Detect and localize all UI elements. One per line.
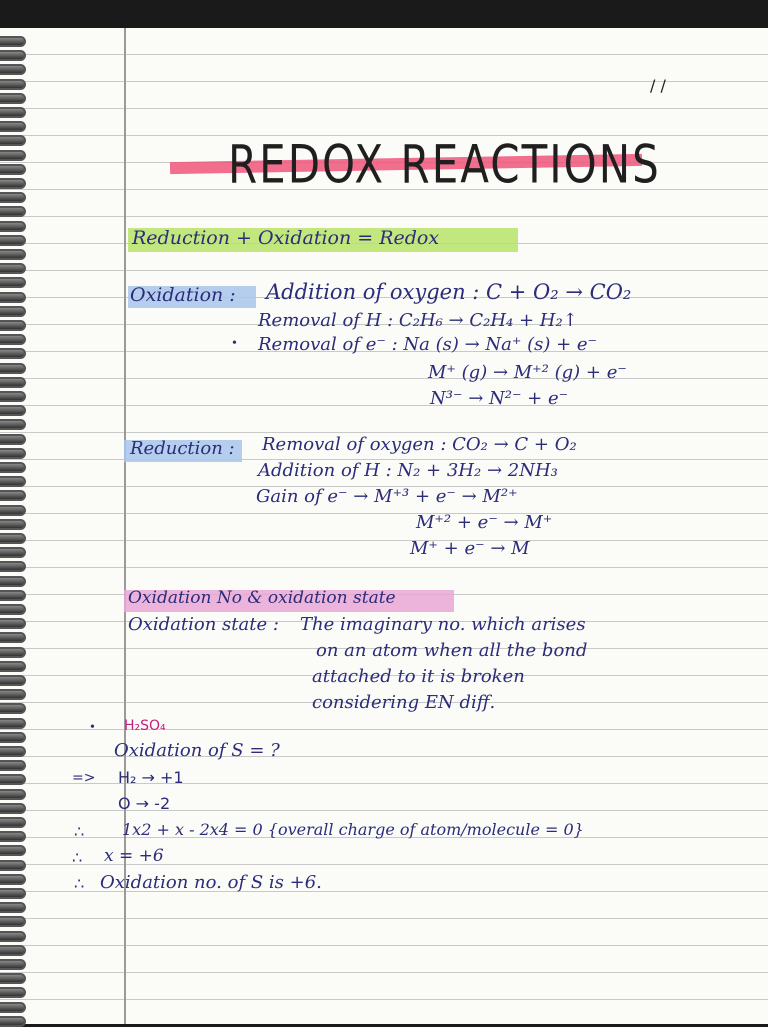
spiral-ring bbox=[0, 604, 26, 615]
spiral-ring bbox=[0, 178, 26, 189]
spiral-ring bbox=[0, 590, 26, 601]
spiral-ring bbox=[0, 306, 26, 317]
spiral-ring bbox=[0, 519, 26, 530]
spiral-ring bbox=[0, 419, 26, 430]
spiral-ring bbox=[0, 959, 26, 970]
spiral-ring bbox=[0, 1016, 26, 1027]
spiral-ring bbox=[0, 292, 26, 303]
reduction-line-3: Gain of e⁻ → M⁺³ + e⁻ → M²⁺ bbox=[256, 486, 518, 507]
oxidation-line-3: Removal of e⁻ : Na (s) → Na⁺ (s) + e⁻ bbox=[258, 334, 598, 355]
spiral-ring bbox=[0, 732, 26, 743]
spiral-ring bbox=[0, 348, 26, 359]
spiral-ring bbox=[0, 150, 26, 161]
oxidation-line-1: Addition of oxygen : C + O₂ → CO₂ bbox=[266, 280, 632, 304]
spiral-ring bbox=[0, 377, 26, 388]
example-o-value: O → -2 bbox=[118, 794, 171, 813]
date-field: / / bbox=[650, 76, 666, 95]
spiral-ring bbox=[0, 945, 26, 956]
spiral-ring bbox=[0, 831, 26, 842]
spiral-ring bbox=[0, 334, 26, 345]
ox-state-heading: Oxidation No & oxidation state bbox=[128, 588, 396, 608]
spiral-ring bbox=[0, 647, 26, 658]
ox-state-label: Oxidation state : bbox=[128, 614, 279, 635]
spiral-ring bbox=[0, 505, 26, 516]
spiral-ring bbox=[0, 718, 26, 729]
spiral-binding bbox=[0, 28, 26, 1024]
example-question: Oxidation of S = ? bbox=[114, 740, 280, 761]
spiral-ring bbox=[0, 434, 26, 445]
spiral-ring bbox=[0, 405, 26, 416]
spiral-ring bbox=[0, 490, 26, 501]
bullet-dot: • bbox=[232, 336, 237, 351]
spiral-ring bbox=[0, 448, 26, 459]
reduction-line-2: Addition of H : N₂ + 3H₂ → 2NH₃ bbox=[258, 460, 558, 481]
therefore-mark: ∴ bbox=[74, 874, 85, 893]
spiral-ring bbox=[0, 874, 26, 885]
spiral-ring bbox=[0, 774, 26, 785]
spiral-ring bbox=[0, 235, 26, 246]
spiral-ring bbox=[0, 675, 26, 686]
spiral-ring bbox=[0, 576, 26, 587]
oxidation-line-4: M⁺ (g) → M⁺² (g) + e⁻ bbox=[428, 362, 627, 383]
spiral-ring bbox=[0, 249, 26, 260]
ox-state-def-1: The imaginary no. which arises bbox=[300, 614, 586, 635]
spiral-ring bbox=[0, 192, 26, 203]
spiral-ring bbox=[0, 462, 26, 473]
spiral-ring bbox=[0, 987, 26, 998]
spiral-ring bbox=[0, 263, 26, 274]
ox-state-def-4: considering EN diff. bbox=[312, 692, 496, 713]
ox-state-def-3: attached to it is broken bbox=[312, 666, 525, 687]
spiral-ring bbox=[0, 632, 26, 643]
bullet-dot: • bbox=[90, 720, 95, 735]
spiral-ring bbox=[0, 164, 26, 175]
spiral-ring bbox=[0, 860, 26, 871]
reduction-line-1: Removal of oxygen : CO₂ → C + O₂ bbox=[262, 434, 577, 455]
spiral-ring bbox=[0, 760, 26, 771]
spiral-ring bbox=[0, 931, 26, 942]
spiral-ring bbox=[0, 845, 26, 856]
spiral-ring bbox=[0, 803, 26, 814]
spiral-ring bbox=[0, 689, 26, 700]
spiral-ring bbox=[0, 1002, 26, 1013]
oxidation-label: Oxidation : bbox=[130, 284, 236, 306]
example-h-value: H₂ → +1 bbox=[118, 768, 184, 787]
spiral-ring bbox=[0, 902, 26, 913]
spiral-ring bbox=[0, 135, 26, 146]
spiral-ring bbox=[0, 363, 26, 374]
spiral-ring bbox=[0, 618, 26, 629]
spiral-ring bbox=[0, 746, 26, 757]
spiral-ring bbox=[0, 93, 26, 104]
example-equation: 1x2 + x - 2x4 = 0 {overall charge of atom/molecule = 0} bbox=[122, 820, 584, 839]
spiral-ring bbox=[0, 320, 26, 331]
example-result: x = +6 bbox=[104, 846, 164, 866]
oxidation-line-2: Removal of H : C₂H₆ → C₂H₄ + H₂↑ bbox=[258, 310, 578, 331]
reduction-label: Reduction : bbox=[130, 438, 235, 459]
spiral-ring bbox=[0, 888, 26, 899]
spiral-ring bbox=[0, 661, 26, 672]
spiral-ring bbox=[0, 277, 26, 288]
spiral-ring bbox=[0, 50, 26, 61]
spiral-ring bbox=[0, 973, 26, 984]
spiral-ring bbox=[0, 703, 26, 714]
spiral-ring bbox=[0, 817, 26, 828]
spiral-ring bbox=[0, 221, 26, 232]
spiral-ring bbox=[0, 547, 26, 558]
spiral-ring bbox=[0, 206, 26, 217]
example-compound: H₂SO₄ bbox=[124, 718, 166, 734]
reduction-line-5: M⁺ + e⁻ → M bbox=[410, 538, 530, 559]
intro-text: Reduction + Oxidation = Redox bbox=[132, 227, 440, 249]
ox-state-def-2: on an atom when all the bond bbox=[316, 640, 588, 661]
therefore-mark: ∴ bbox=[72, 848, 83, 867]
spiral-ring bbox=[0, 561, 26, 572]
implies-mark: => bbox=[72, 770, 96, 786]
page-title: REDOX REACTIONS bbox=[228, 133, 661, 196]
spiral-ring bbox=[0, 64, 26, 75]
therefore-mark: ∴ bbox=[74, 822, 85, 841]
spiral-ring bbox=[0, 533, 26, 544]
spiral-ring bbox=[0, 36, 26, 47]
spiral-ring bbox=[0, 789, 26, 800]
spiral-ring bbox=[0, 79, 26, 90]
oxidation-line-5: N³⁻ → N²⁻ + e⁻ bbox=[430, 388, 569, 409]
spiral-ring bbox=[0, 476, 26, 487]
example-conclusion: Oxidation no. of S is +6. bbox=[100, 872, 322, 893]
spiral-ring bbox=[0, 121, 26, 132]
reduction-line-4: M⁺² + e⁻ → M⁺ bbox=[416, 512, 553, 533]
spiral-ring bbox=[0, 391, 26, 402]
spiral-ring bbox=[0, 916, 26, 927]
notebook-page bbox=[0, 28, 768, 1024]
spiral-ring bbox=[0, 107, 26, 118]
